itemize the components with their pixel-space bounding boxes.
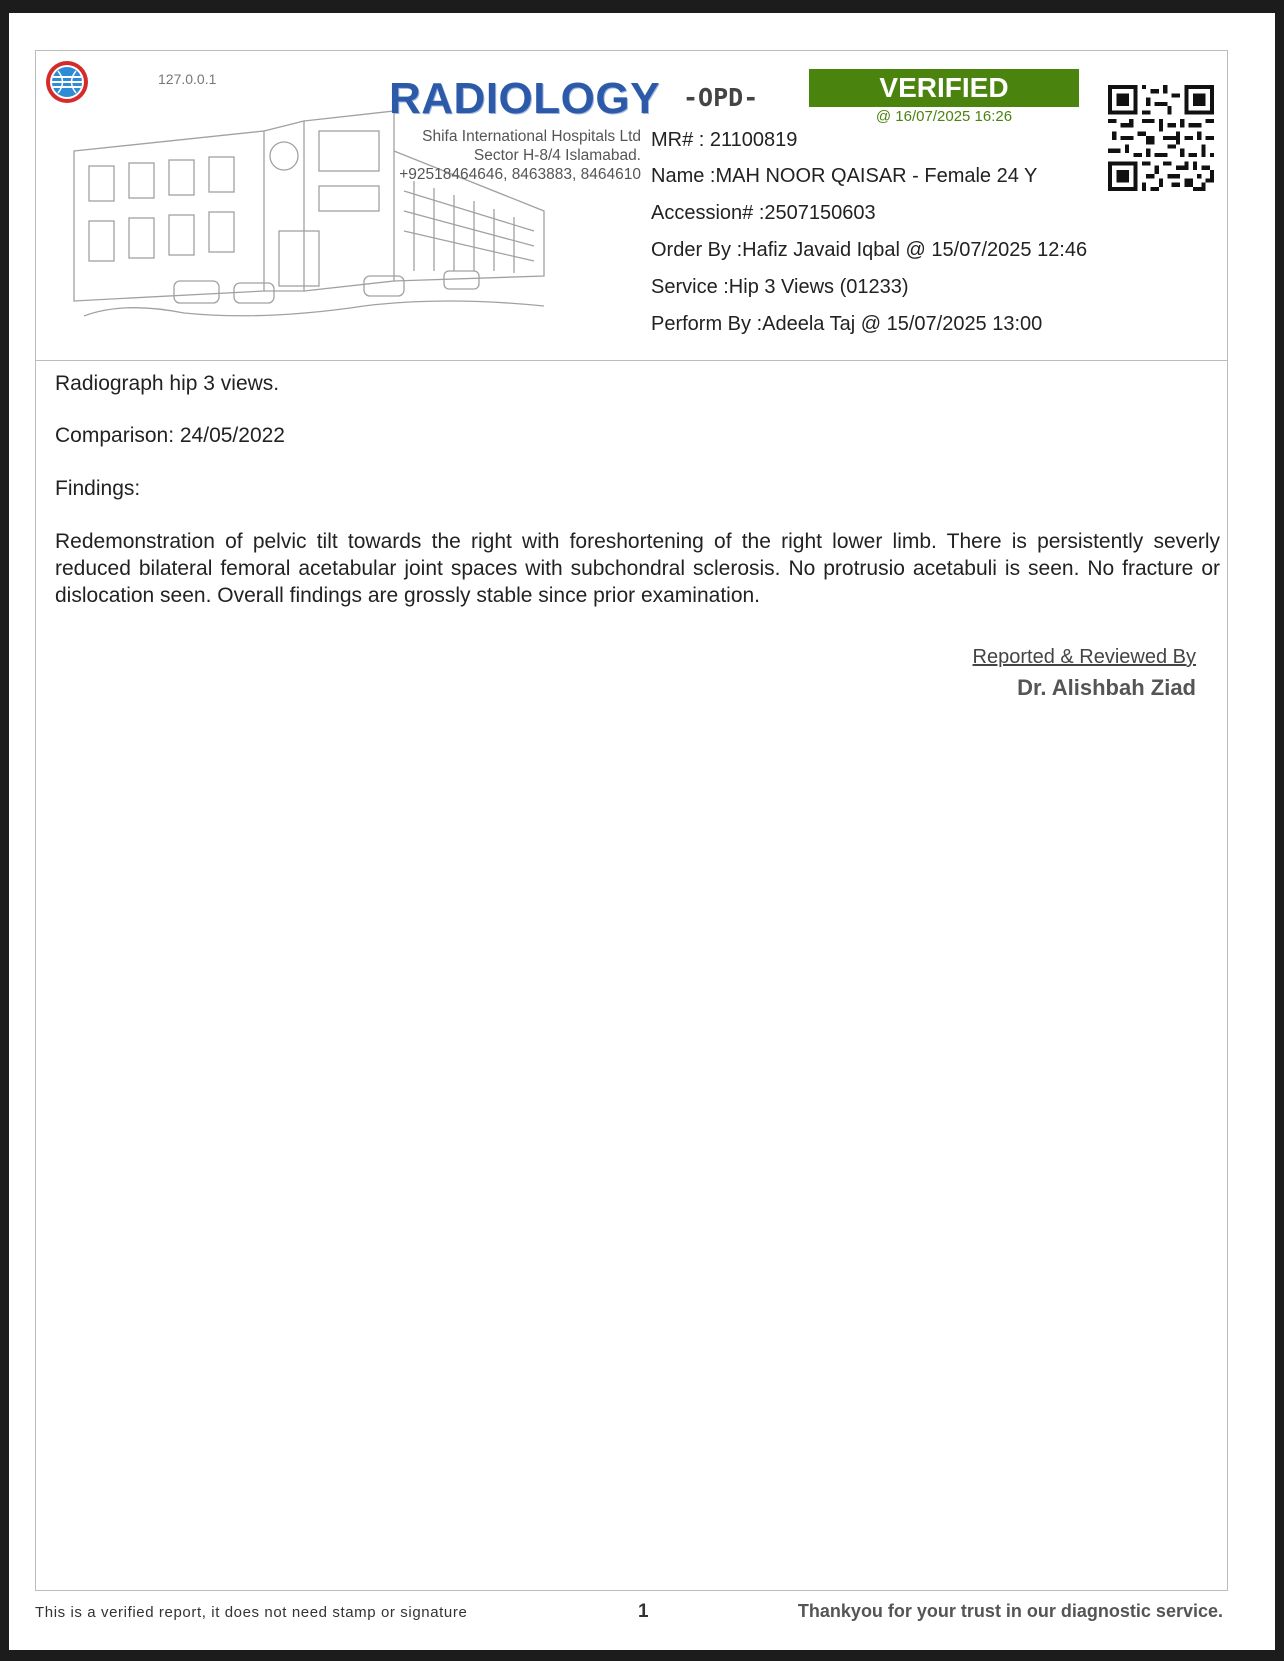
page-number: 1 — [638, 1601, 649, 1622]
findings-text: Redemonstration of pelvic tilt towards the right with foreshortening of the right lower limb. There is persistently severly reduced bilateral femoral acetabular joint spaces with subchondral sclerosis. No protrusio acetabuli is seen. No fracture or dislocation seen. Overall findings are grossly stable since prior examination. — [55, 530, 1220, 607]
service: Service :Hip 3 Views (01233) — [651, 276, 909, 298]
header-divider — [35, 360, 1228, 361]
report-page — [9, 13, 1275, 1650]
findings-heading: Findings: — [55, 477, 141, 500]
department-label: -OPD- — [683, 83, 759, 112]
thank-you-note: Thankyou for your trust in our diagnostic service. — [797, 1601, 1223, 1621]
comparison: Comparison: 24/05/2022 — [55, 424, 285, 447]
verified-badge: VERIFIED — [809, 69, 1079, 107]
verified-time: @ 16/07/2025 16:26 — [875, 108, 1013, 125]
patient-mr: MR# : 21100819 — [651, 129, 798, 151]
hospital-phone: +92518464646, 8463883, 8464610 — [399, 166, 641, 183]
report-title: RADIOLOGY — [389, 74, 660, 123]
patient-name: Name :MAH NOOR QAISAR - Female 24 Y — [651, 165, 1038, 187]
reported-by-label: Reported & Reviewed By — [972, 646, 1196, 668]
perform-by: Perform By :Adeela Taj @ 15/07/2025 13:00 — [651, 313, 1043, 335]
accession-number: Accession# :2507150603 — [651, 202, 876, 224]
hospital-name: Shifa International Hospitals Ltd — [422, 128, 641, 145]
doctor-name: Dr. Alishbah Ziad — [1017, 675, 1196, 700]
order-by: Order By :Hafiz Javaid Iqbal @ 15/07/2025 12:46 — [651, 239, 1088, 261]
qr-code-icon — [1108, 85, 1214, 191]
hospital-address: Sector H-8/4 Islamabad. — [473, 147, 641, 164]
exam-title: Radiograph hip 3 views. — [55, 372, 280, 395]
hospital-info — [349, 127, 641, 184]
verification-note: This is a verified report, it does not need stamp or signature — [35, 1604, 468, 1621]
ip-address: 127.0.0.1 — [158, 71, 217, 87]
